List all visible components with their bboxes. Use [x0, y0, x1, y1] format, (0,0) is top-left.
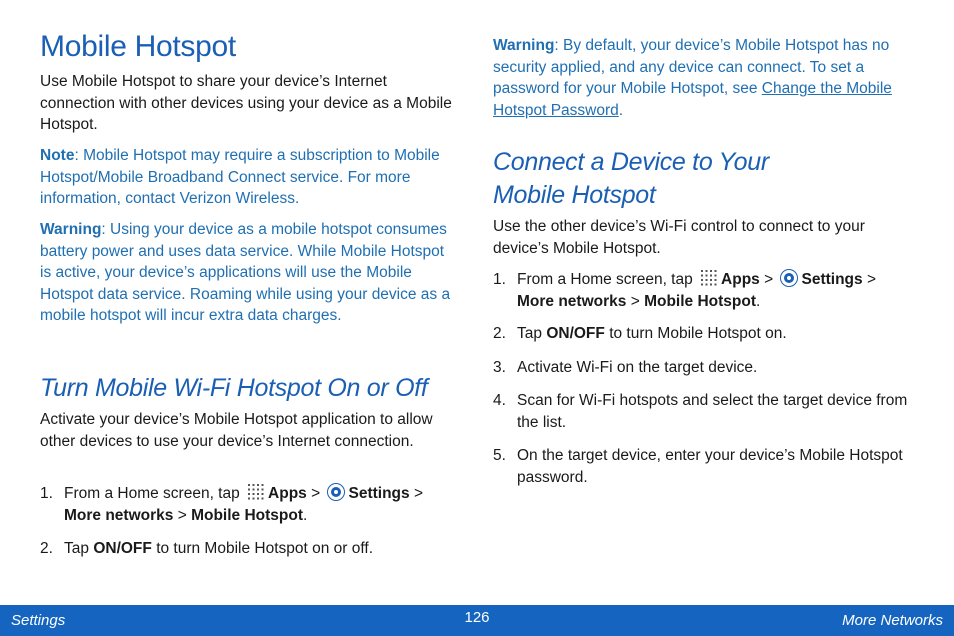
- warning-text: : By default, your device’s Mobile Hotspot has no security applied, and any device can connect. To set a password for your Mobile Hotspot, see: [493, 37, 890, 97]
- step-number: 2.: [40, 540, 53, 557]
- note-paragraph: [40, 145, 440, 210]
- mobile-hotspot-label: Mobile Hotspot: [191, 506, 304, 524]
- apps-label: Apps: [268, 485, 307, 502]
- step-number: 5.: [493, 447, 506, 464]
- more-networks-label: More networks: [64, 506, 174, 524]
- separator: >: [630, 292, 640, 310]
- list-item: [493, 390, 923, 433]
- heading-line: Connect a Device to Your: [493, 148, 769, 176]
- step-text: Scan for Wi-Fi hotspots and select the target device from the list.: [517, 392, 908, 431]
- section2-intro: Use the other device’s Wi-Fi control to connect to your device’s Mobile Hotspot.: [493, 218, 865, 257]
- apps-grid-icon: [700, 269, 718, 287]
- step-number: 2.: [493, 325, 506, 342]
- settings-label: Settings: [801, 271, 863, 288]
- settings-gear-icon: [327, 483, 345, 501]
- step-number: 1.: [40, 485, 53, 502]
- warning-text: : Using your device as a mobile hotspot consumes battery power and uses data service. While Mobile Hotspot is active, your device’s applications will use the Mobile Hotspot data service. Roaming while using your device as a mobile hotspot will incur extra data charges.: [40, 221, 451, 324]
- period: .: [303, 506, 308, 524]
- note-text: : Mobile Hotspot may require a subscription to Mobile Hotspot/Mobile Broadband Connect service. For more information, contact Verizon Wireless.: [40, 147, 440, 207]
- separator: >: [866, 271, 877, 288]
- on-off-label: ON/OFF: [546, 325, 605, 342]
- mobile-hotspot-label: Mobile Hotspot: [644, 292, 757, 310]
- step-text: to turn Mobile Hotspot on or off.: [156, 540, 374, 557]
- step-text: Activate Wi-Fi on the target device.: [517, 358, 758, 376]
- step-number: 3.: [493, 358, 506, 376]
- footer-chapter-label: More Networks: [842, 612, 943, 629]
- step-text: Tap: [517, 325, 542, 342]
- more-networks-label: More networks: [517, 292, 627, 310]
- heading-line: Mobile Hotspot: [493, 181, 656, 209]
- step-text: From a Home screen, tap: [517, 271, 693, 288]
- list-item: [40, 483, 460, 526]
- settings-gear-icon: [780, 269, 798, 287]
- list-item: [493, 445, 923, 488]
- list-item: [40, 538, 460, 560]
- page-title: Mobile Hotspot: [40, 30, 236, 63]
- step-text: On the target device, enter your device’s Mobile Hotspot password.: [517, 447, 903, 486]
- footer-section-label: Settings: [11, 612, 66, 629]
- warning-paragraph: [40, 219, 452, 327]
- list-item: [493, 323, 923, 345]
- step-text: Tap: [64, 540, 89, 557]
- list-item: [493, 357, 923, 379]
- warning-default-security: [493, 35, 893, 121]
- change-password-link[interactable]: Change the Mobile Hotspot Password: [493, 80, 892, 119]
- page-number: 126: [464, 609, 490, 626]
- section2-steps: [493, 269, 923, 488]
- separator: >: [177, 506, 187, 524]
- separator: >: [413, 485, 424, 502]
- step-number: 4.: [493, 392, 506, 409]
- settings-label: Settings: [348, 485, 410, 502]
- warning-label: Warning: [40, 221, 102, 238]
- note-label: Note: [40, 147, 75, 164]
- separator: >: [311, 485, 321, 502]
- apps-label: Apps: [721, 271, 760, 288]
- on-off-label: ON/OFF: [93, 540, 152, 557]
- step-text: to turn Mobile Hotspot on.: [609, 325, 787, 342]
- apps-grid-icon: [247, 483, 265, 501]
- section1-intro: Activate your device’s Mobile Hotspot application to allow other devices to use your device’s Internet connection.: [40, 411, 433, 450]
- list-item: [493, 269, 923, 312]
- section-heading-connect-device: [493, 146, 923, 212]
- separator: >: [764, 271, 774, 288]
- step-number: 1.: [493, 271, 506, 288]
- step-text: From a Home screen, tap: [64, 485, 240, 502]
- intro-text: Use Mobile Hotspot to share your device’s Internet connection with other devices using your device as a Mobile Hotspot.: [40, 73, 452, 133]
- section-heading-turn-on-off: Turn Mobile Wi-Fi Hotspot On or Off: [40, 374, 428, 402]
- warning-label: Warning: [493, 37, 555, 54]
- period: .: [756, 292, 761, 310]
- section1-steps: [40, 483, 460, 560]
- page-footer: [0, 605, 954, 636]
- period: .: [618, 101, 624, 119]
